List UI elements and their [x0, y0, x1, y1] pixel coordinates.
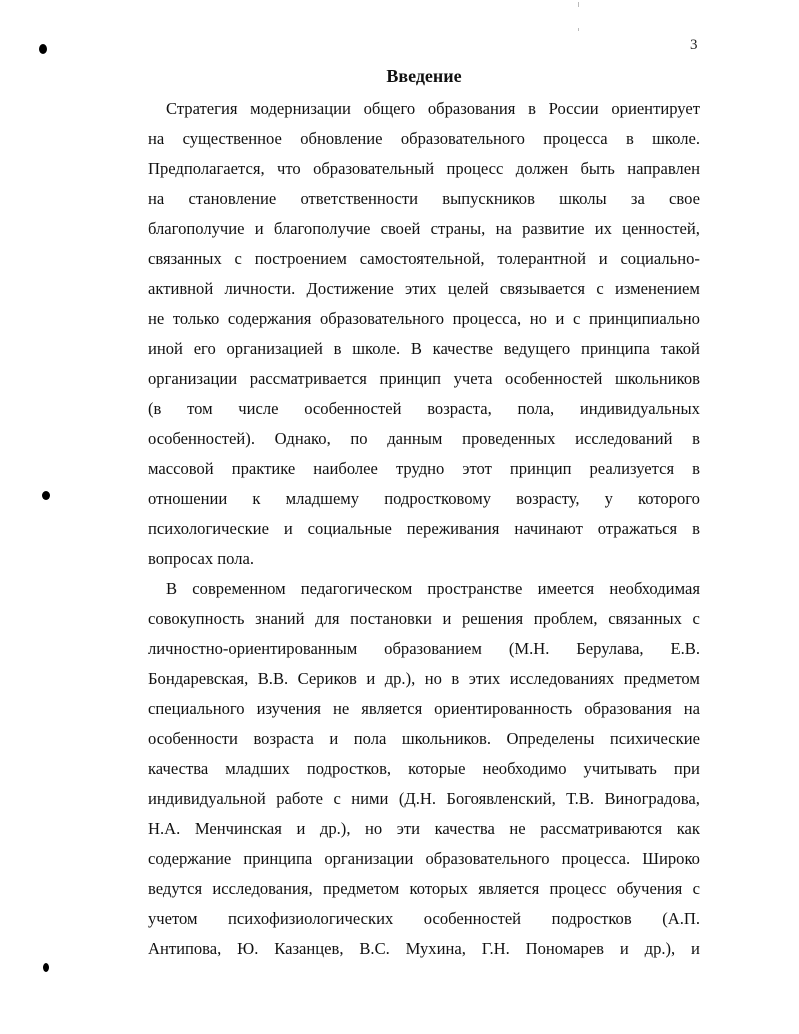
text-line: Предполагается, что образовательный процесс должен быть направлен: [148, 159, 700, 178]
text-line: особенностей). Однако, по данным проведенных исследований в: [148, 429, 700, 448]
text-line: В современном педагогическом пространстве имеется необходимая: [166, 579, 700, 598]
text-line: Стратегия модернизации общего образования в России ориентирует: [166, 99, 700, 118]
text-line: Бондаревская, В.В. Сериков и др.), но в этих исследованиях предметом: [148, 669, 700, 688]
paragraph: [148, 574, 700, 964]
text-line: специального изучения не является ориентированность образования на: [148, 699, 700, 718]
text-line: не только содержания образовательного процесса, но и с принципиально: [148, 309, 700, 328]
text-line: благополучие и благополучие своей страны, на развитие их ценностей,: [148, 219, 700, 238]
text-line: на становление ответственности выпускников школы за свое: [148, 189, 700, 208]
text-line: на существенное обновление образовательного процесса в школе.: [148, 129, 700, 148]
paragraph: [148, 94, 700, 574]
text-line: организации рассматривается принцип учета особенностей школьников: [148, 369, 700, 388]
text-line: личностно-ориентированным образованием (М.Н. Берулава, Е.В.: [148, 639, 700, 658]
text-line: активной личности. Достижение этих целей связывается с изменением: [148, 279, 700, 298]
text-line: Антипова, Ю. Казанцев, В.С. Мухина, Г.Н. Пономарев и др.), и: [148, 939, 700, 958]
margin-dot-icon: [43, 963, 49, 972]
text-line: ведутся исследования, предметом которых является процесс обучения с: [148, 879, 700, 898]
margin-dot-icon: [39, 44, 47, 54]
text-line: учетом психофизиологических особенностей подростков (А.П.: [148, 909, 700, 928]
text-line: связанных с построением самостоятельной, толерантной и социально-: [148, 249, 700, 268]
text-line: психологические и социальные переживания начинают отражаться в: [148, 519, 700, 538]
text-line: индивидуальной работе с ними (Д.Н. Богоявленский, Т.В. Виноградова,: [148, 789, 700, 808]
scan-artifact: [578, 28, 579, 31]
text-line: содержание принципа организации образовательного процесса. Широко: [148, 849, 700, 868]
page-number: 3: [690, 37, 698, 53]
body-text: [148, 94, 700, 964]
text-line: иной его организацией в школе. В качестве ведущего принципа такой: [148, 339, 700, 358]
text-line: Н.А. Менчинская и др.), но эти качества не рассматриваются как: [148, 819, 700, 838]
margin-dot-icon: [42, 491, 50, 500]
text-line: отношении к младшему подростковому возрасту, у которого: [148, 489, 700, 508]
text-line: (в том числе особенностей возраста, пола, индивидуальных: [148, 399, 700, 418]
text-line: вопросах пола.: [148, 549, 255, 568]
text-line: особенности возраста и пола школьников. Определены психические: [148, 729, 700, 748]
text-line: качества младших подростков, которые необходимо учитывать при: [148, 759, 700, 778]
text-line: массовой практике наиболее трудно этот принцип реализуется в: [148, 459, 700, 478]
scan-artifact: [578, 2, 579, 7]
page-title: Введение: [386, 66, 462, 86]
text-line: совокупность знаний для постановки и решения проблем, связанных с: [148, 609, 700, 628]
